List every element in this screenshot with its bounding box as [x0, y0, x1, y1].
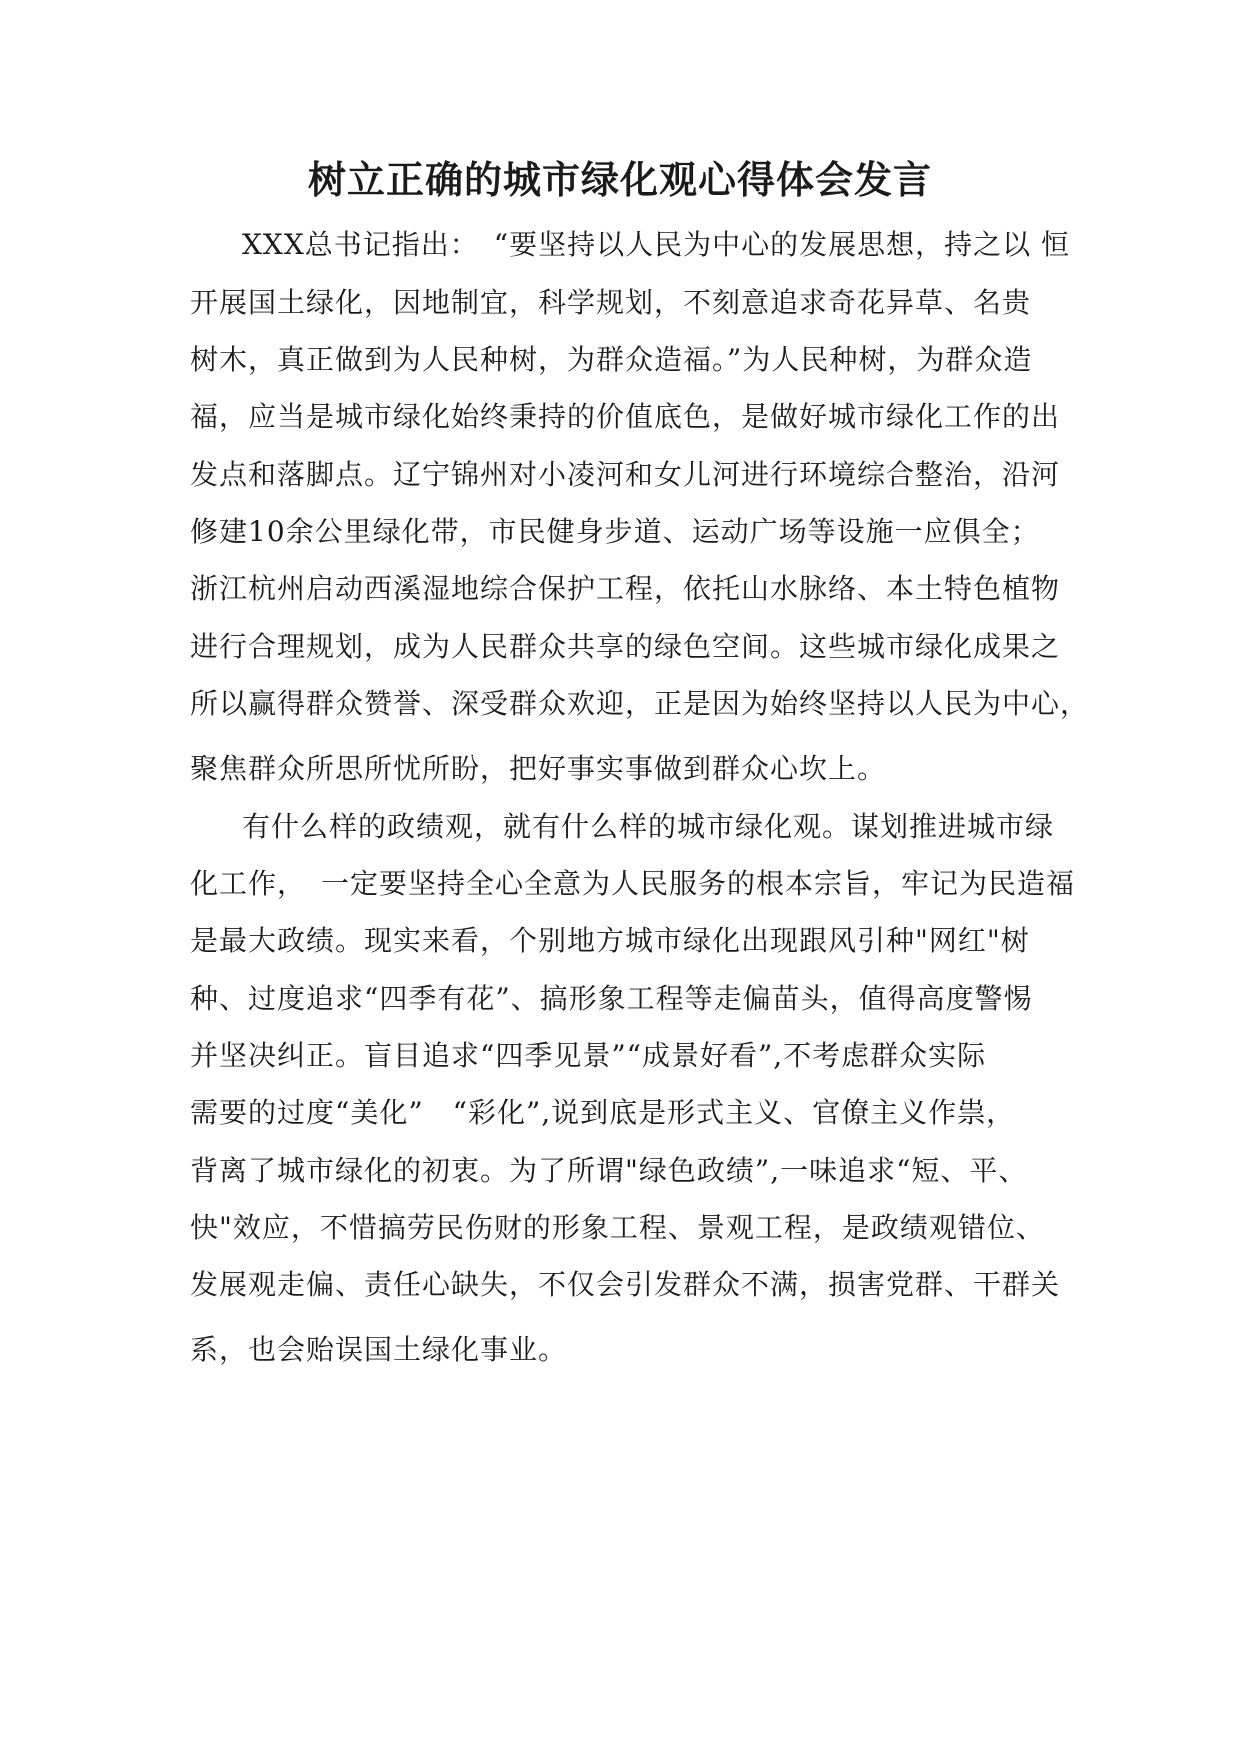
- paragraph-1-line-10: 聚焦群众所思所忧所盼，把好事实事做到群众心坎上。: [190, 752, 887, 785]
- paragraph-2-line-5: 并坚决纠正。盲目追求“四季见景”“成景好看”,不考虑群众实际: [190, 1039, 987, 1072]
- paragraph-2-line-2: 化工作， 一定要坚持全心全意为人民服务的根本宗旨，牢记为民造福: [190, 867, 1076, 900]
- paragraph-1-line-5: 发点和落脚点。辽宁锦州对小凌河和女儿河进行环境综合整治，沿河: [190, 458, 1061, 491]
- paragraph-1-line-4: 福，应当是城市绿化始终秉持的价值底色，是做好城市绿化工作的出: [190, 400, 1061, 433]
- paragraph-2-line-1: 有什么样的政绩观，就有什么样的城市绿化观。谋划推进城市绿: [242, 810, 1055, 843]
- paragraph-2-line-7: 背离了城市绿化的初衷。为了所谓"绿色政绩”,一味追求“短、平、: [190, 1154, 1028, 1187]
- document-title: 树立正确的城市绿化观心得体会发言: [307, 158, 932, 202]
- paragraph-2-line-3: 是最大政绩。现实来看，个别地方城市绿化出现跟风引种"网红"树: [190, 924, 1030, 957]
- paragraph-2-line-4: 种、过度追求“四季有花”、搞形象工程等走偏苗头，值得高度警惕: [190, 982, 1033, 1015]
- paragraph-1-line-1: XXX总书记指出： “要坚持以人民为中心的发展思想，持之以 恒: [242, 228, 1071, 261]
- paragraph-1-line-8: 进行合理规划，成为人民群众共享的绿色空间。这些城市绿化成果之: [190, 630, 1061, 663]
- paragraph-2-line-8: 快"效应，不惜搞劳民伤财的形象工程、景观工程，是政绩观错位、: [190, 1211, 1045, 1244]
- paragraph-1-line-9: 所以赢得群众赞誉、深受群众欢迎，正是因为始终坚持以人民为中心，: [190, 687, 1090, 720]
- paragraph-1-line-3: 树木，真正做到为人民种树，为群众造福。”为人民种树，为群众造: [190, 343, 1033, 376]
- paragraph-1-line-2: 开展国土绿化，因地制宜，科学规划，不刻意追求奇花异草、名贵: [190, 286, 1032, 319]
- paragraph-1-line-7: 浙江杭州启动西溪湿地综合保护工程，依托山水脉络、本土特色植物: [190, 572, 1061, 605]
- paragraph-2-line-6: 需要的过度“美化” “彩化”,说到底是形式主义、官僚主义作祟，: [190, 1096, 1016, 1129]
- paragraph-2-line-9: 发展观走偏、责任心缺失，不仅会引发群众不满，损害党群、干群关: [190, 1268, 1061, 1301]
- paragraph-1-line-6: 修建10余公里绿化带，市民健身步道、运动广场等设施一应俱全；: [190, 515, 1040, 548]
- paragraph-2-line-10: 系，也会贻误国土绿化事业。: [190, 1333, 568, 1366]
